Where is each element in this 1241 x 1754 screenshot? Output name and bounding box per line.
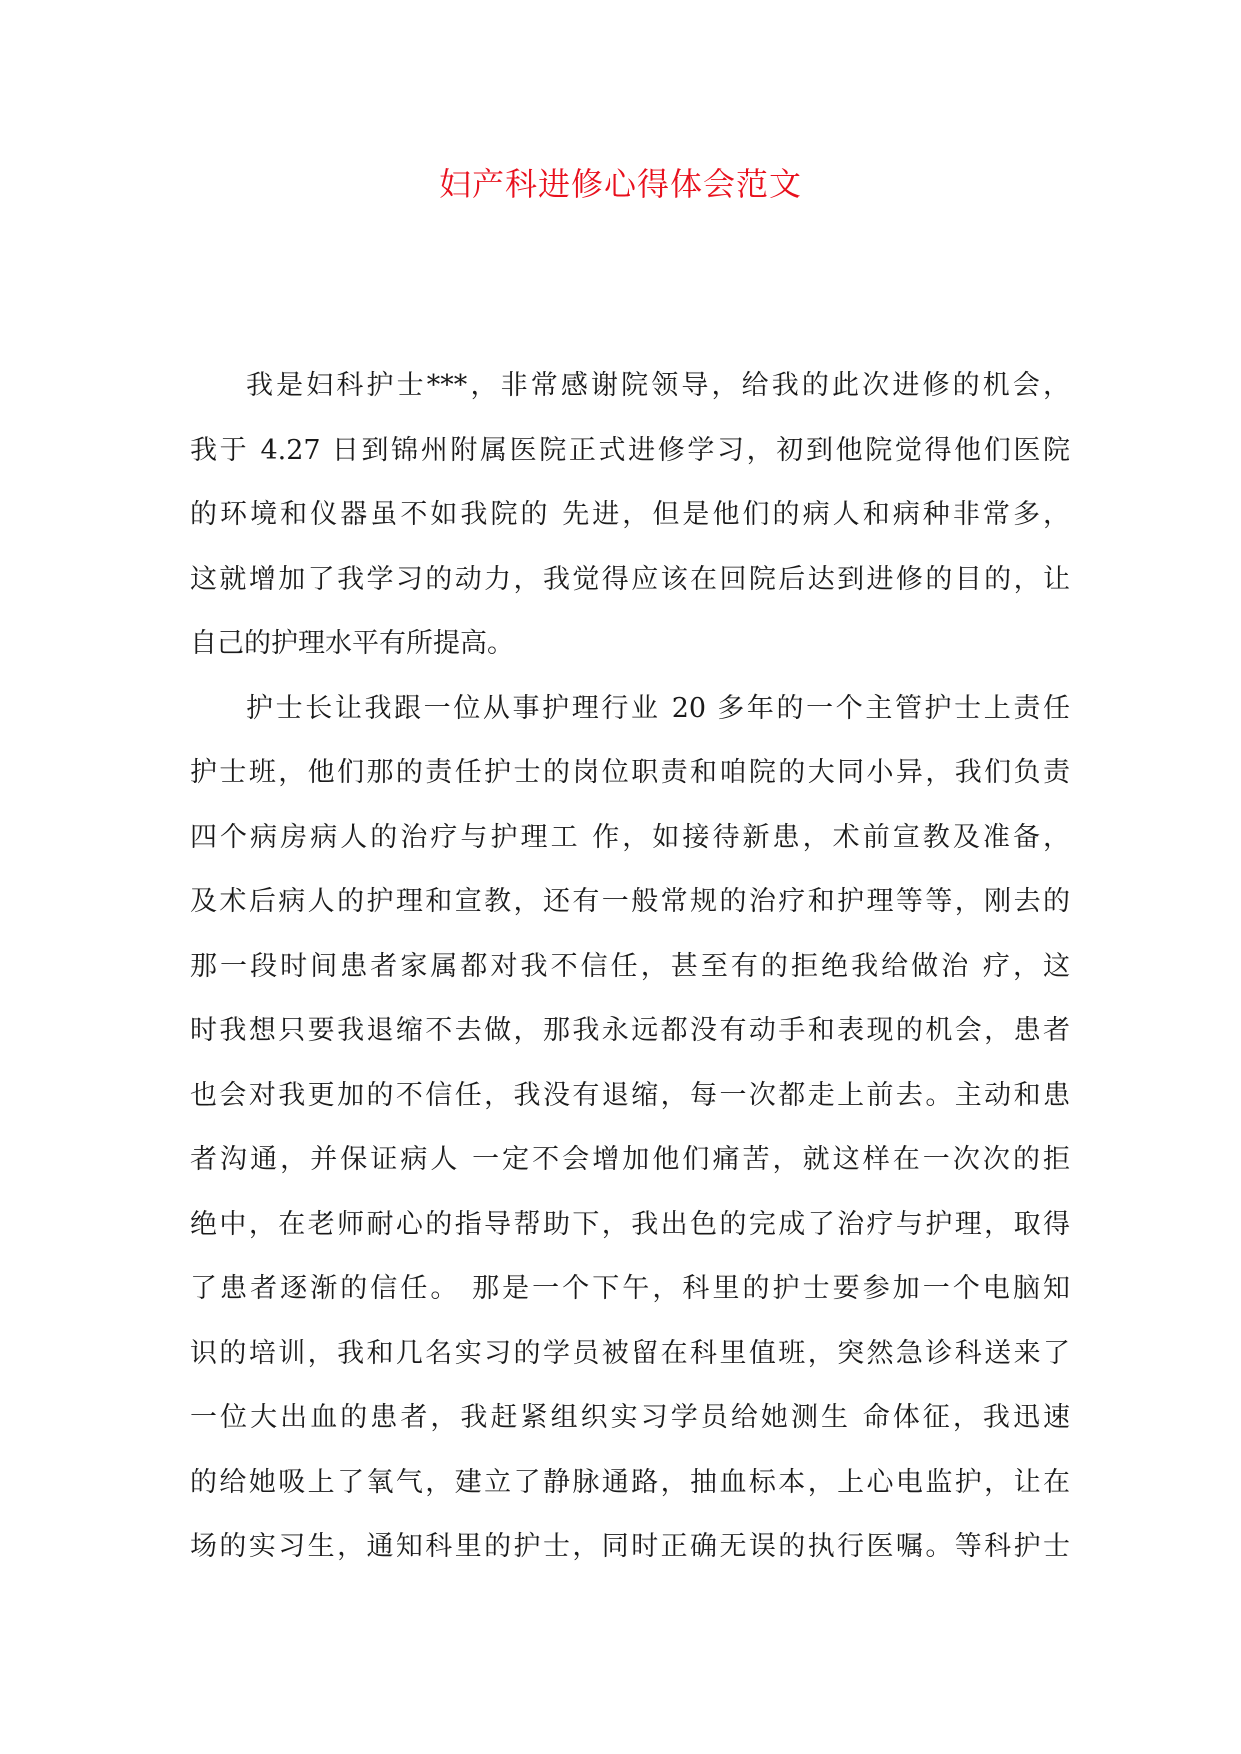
text-line: 时我想只要我退缩不去做，那我永远都没有动手和表现的机会，患者 [190,1015,1070,1046]
text-line: 的给她吸上了氧气，建立了静脉通路，抽血标本，上心电监护，让在 [190,1466,1070,1498]
text-line: 我于 4.27 日到锦州附属医院正式进修学习，初到他院觉得他们医院 [190,434,1070,466]
text-line: 护士长让我跟一位从事护理行业 20 多年的一个主管护士上责任 [246,692,1070,724]
text-line: 场的实习生，通知科里的护士，同时正确无误的执行医嘱。等科护士 [190,1531,1070,1562]
document-title: 妇产科进修心得体会范文 [438,165,802,203]
document-body [190,354,1070,1580]
text-line: 者沟通，并保证病人 一定不会增加他们痛苦，就这样在一次次的拒 [190,1144,1070,1175]
text-line: 识的培训，我和几名实习的学员被留在科里值班，突然急诊科送来了 [190,1337,1070,1369]
text-line: 的环境和仪器虽不如我院的 先进，但是他们的病人和病种非常多， [190,499,1070,530]
text-line: 了患者逐渐的信任。 那是一个下午，科里的护士要参加一个电脑知 [190,1273,1070,1304]
text-line: 自己的护理水平有所提高。 [190,628,514,659]
text-line: 及术后病人的护理和宣教，还有一般常规的治疗和护理等等，刚去的 [190,886,1070,917]
text-line: 护士班，他们那的责任护士的岗位职责和咱院的大同小异，我们负责 [190,757,1070,788]
text-line: 也会对我更加的不信任，我没有退缩，每一次都走上前去。主动和患 [190,1079,1070,1111]
text-line: 那一段时间患者家属都对我不信任，甚至有的拒绝我给做治 疗，这 [190,950,1070,982]
text-line: 我是妇科护士***，非常感谢院领导，给我的此次进修的机会， [246,370,1070,401]
text-line: 四个病房病人的治疗与护理工 作，如接待新患，术前宣教及准备， [190,821,1070,853]
text-line: 一位大出血的患者，我赶紧组织实习学员给她测生 命体征，我迅速 [190,1402,1070,1433]
text-line: 这就增加了我学习的动力，我觉得应该在回院后达到进修的目的，让 [190,563,1070,595]
text-line: 绝中，在老师耐心的指导帮助下，我出色的完成了治疗与护理，取得 [190,1208,1070,1240]
